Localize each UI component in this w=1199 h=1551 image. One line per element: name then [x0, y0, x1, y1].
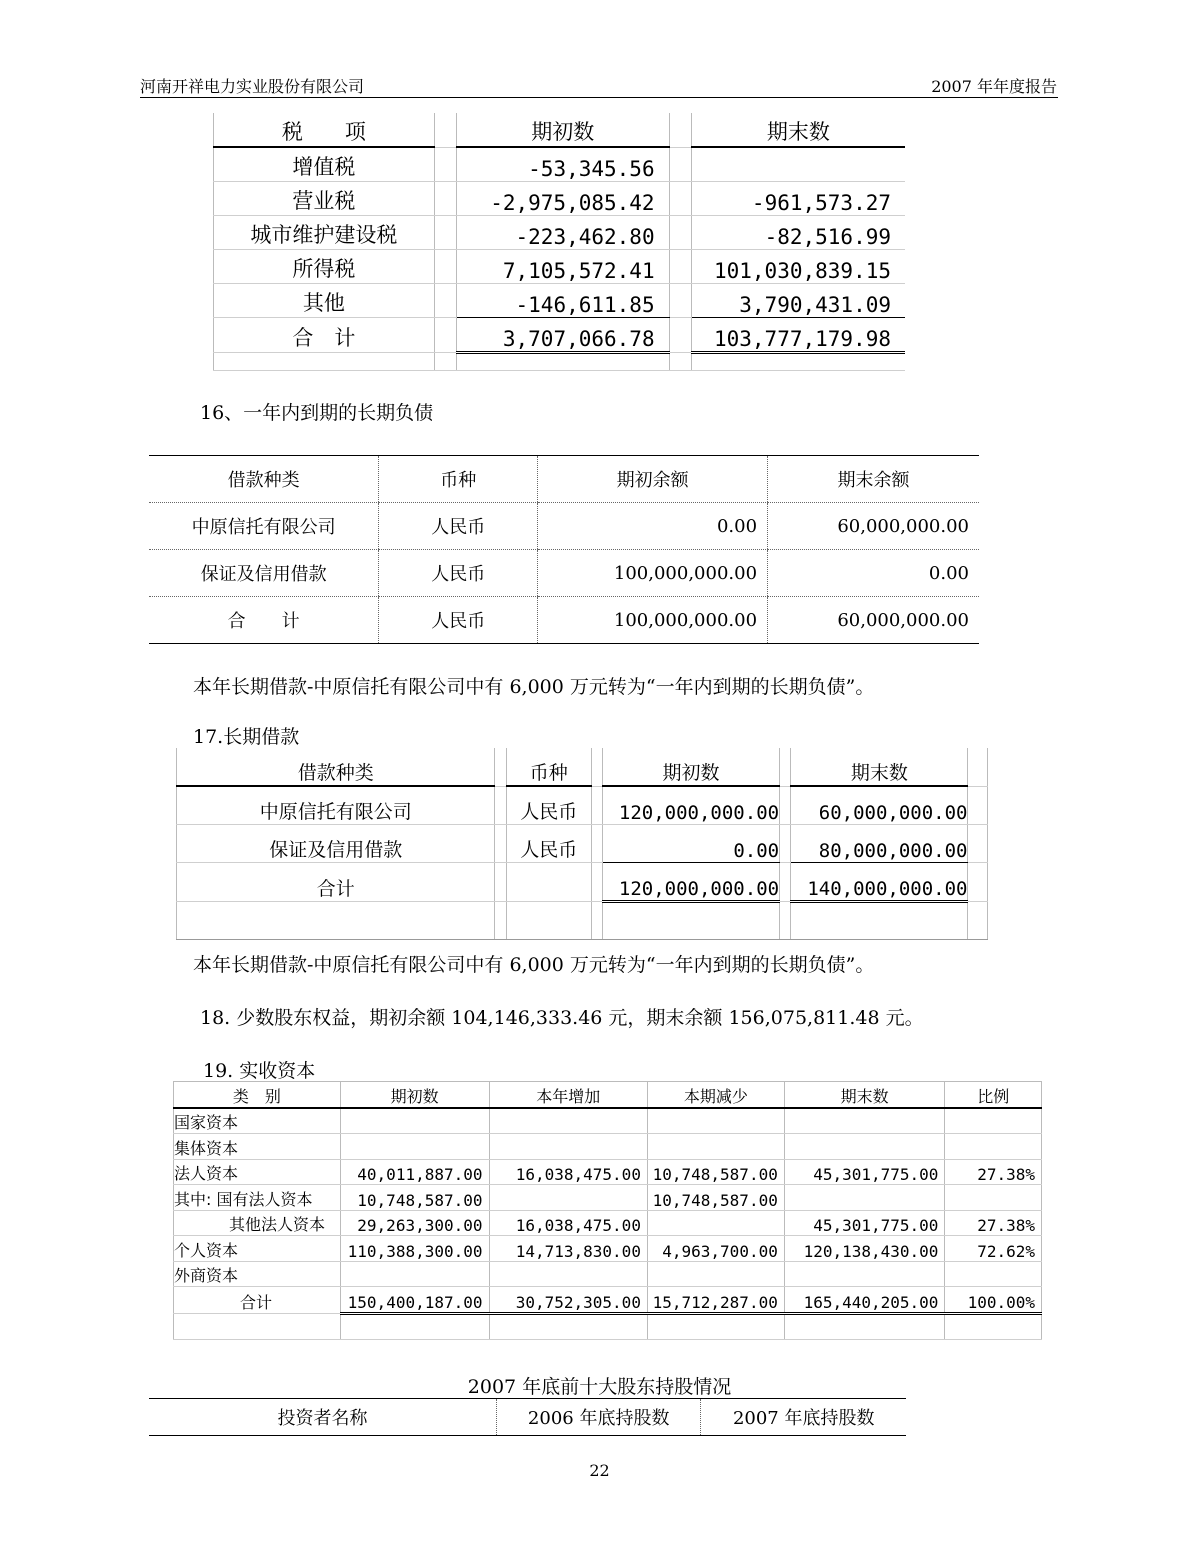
table-total-row [174, 1287, 1042, 1314]
table-header-row [174, 1082, 1042, 1108]
cell: 15,712,287.00 [647, 1287, 784, 1314]
section-19-title: 19. 实收资本 [203, 1060, 316, 1082]
table-row [174, 1134, 1042, 1160]
cell [489, 1185, 647, 1211]
table-row [174, 1108, 1042, 1134]
company-name: 河南开祥电力实业股份有限公司 [140, 77, 365, 96]
table-row [214, 147, 906, 182]
cell [647, 1108, 784, 1134]
header-cell: 比例 [945, 1082, 1042, 1108]
cell: 100,000,000.00 [538, 597, 768, 644]
cell: 其他 [214, 284, 435, 318]
cell: 合计 [177, 863, 495, 902]
cell: 4,963,700.00 [647, 1236, 784, 1262]
table-total-row [177, 863, 988, 902]
table-row [177, 786, 988, 825]
cell [784, 1108, 945, 1134]
top-ten-shareholders-table [149, 1398, 906, 1436]
cell: 100,000,000.00 [538, 550, 768, 597]
cell: 其他法人资本 [174, 1210, 341, 1236]
header-cell: 期初余额 [538, 456, 768, 503]
table-row [214, 182, 906, 216]
cell: 10,748,587.00 [340, 1185, 489, 1211]
cell: 0.00 [602, 825, 779, 863]
cell: 16,038,475.00 [489, 1210, 647, 1236]
cell: 110,388,300.00 [340, 1236, 489, 1262]
cell [489, 1261, 647, 1287]
paid-in-capital-table [173, 1081, 1042, 1340]
cell: -2,975,085.42 [456, 182, 669, 216]
cell: 150,400,187.00 [340, 1287, 489, 1314]
current-long-term-debt-table [149, 455, 979, 644]
cell: 保证及信用借款 [149, 550, 379, 597]
cell [340, 1261, 489, 1287]
cell: -146,611.85 [456, 284, 669, 318]
cell: 60,000,000.00 [768, 597, 979, 644]
cell [647, 1261, 784, 1287]
cell [945, 1261, 1042, 1287]
header-cell: 2007 年底持股数 [701, 1399, 906, 1436]
table-row [214, 216, 906, 250]
table-row [177, 825, 988, 863]
table-row [214, 250, 906, 284]
top-ten-title: 2007 年底前十大股东持股情况 [467, 1376, 732, 1398]
table-row [214, 284, 906, 318]
cell: 30,752,305.00 [489, 1287, 647, 1314]
header-cell: 税 项 [214, 113, 435, 147]
cell [784, 1261, 945, 1287]
header-rule [140, 97, 1058, 98]
cell [489, 1134, 647, 1160]
table-row [174, 1185, 1042, 1211]
cell: 集体资本 [174, 1134, 341, 1160]
cell: 14,713,830.00 [489, 1236, 647, 1262]
header-cell: 币种 [506, 748, 591, 786]
cell: 个人资本 [174, 1236, 341, 1262]
cell: 80,000,000.00 [791, 825, 968, 863]
cell: 人民币 [506, 825, 591, 863]
table-total-row [214, 318, 906, 353]
table-total-row [149, 597, 979, 644]
cell [647, 1210, 784, 1236]
tax-table [213, 113, 905, 371]
table-header-row [149, 456, 979, 503]
header-cell: 币种 [379, 456, 538, 503]
cell: 增值税 [214, 147, 435, 182]
cell: 保证及信用借款 [177, 825, 495, 863]
cell: 国家资本 [174, 1108, 341, 1134]
header-cell: 借款种类 [149, 456, 379, 503]
cell: 120,138,430.00 [784, 1236, 945, 1262]
cell: 165,440,205.00 [784, 1287, 945, 1314]
cell: 120,000,000.00 [602, 863, 779, 902]
cell [945, 1134, 1042, 1160]
cell: 0.00 [538, 503, 768, 550]
header-cell: 类 别 [174, 1082, 341, 1108]
cell: 3,707,066.78 [456, 318, 669, 353]
header-cell: 期初数 [456, 113, 669, 147]
cell: 人民币 [379, 503, 538, 550]
table-header-row [149, 1399, 906, 1436]
section-16-note: 本年长期借款-中原信托有限公司中有 6,000 万元转为“一年内到期的长期负债”。 [193, 676, 875, 698]
header-cell: 本年增加 [489, 1082, 647, 1108]
header-cell: 期末余额 [768, 456, 979, 503]
cell: 120,000,000.00 [602, 786, 779, 825]
cell: 10,748,587.00 [647, 1159, 784, 1185]
header-cell: 期末数 [791, 748, 968, 786]
cell: 60,000,000.00 [791, 786, 968, 825]
long-term-loans-table [176, 748, 988, 940]
section-18-text: 18. 少数股东权益，期初余额 104,146,333.46 元，期末余额 156,075,811.48 元。 [200, 1007, 924, 1029]
cell [945, 1185, 1042, 1211]
section-17-title: 17.长期借款 [193, 726, 300, 748]
table-row [149, 503, 979, 550]
cell: 外商资本 [174, 1261, 341, 1287]
cell: 16,038,475.00 [489, 1159, 647, 1185]
cell: 45,301,775.00 [784, 1159, 945, 1185]
header-cell: 2006 年底持股数 [496, 1399, 701, 1436]
cell: 100.00% [945, 1287, 1042, 1314]
cell: 27.38% [945, 1159, 1042, 1185]
section-17-note: 本年长期借款-中原信托有限公司中有 6,000 万元转为“一年内到期的长期负债”。 [193, 954, 875, 976]
cell: -961,573.27 [691, 182, 905, 216]
table-header-row [214, 113, 906, 147]
section-16-title: 16、一年内到期的长期负债 [200, 402, 434, 424]
cell: 人民币 [506, 786, 591, 825]
cell [784, 1185, 945, 1211]
cell: 合计 [174, 1287, 341, 1314]
cell: 27.38% [945, 1210, 1042, 1236]
cell: 40,011,887.00 [340, 1159, 489, 1185]
cell: 10,748,587.00 [647, 1185, 784, 1211]
header-cell: 期末数 [691, 113, 905, 147]
cell: 3,790,431.09 [691, 284, 905, 318]
cell [647, 1134, 784, 1160]
cell [506, 863, 591, 902]
cell [691, 147, 905, 182]
cell [945, 1108, 1042, 1134]
table-header-row [177, 748, 988, 786]
table-row [174, 1261, 1042, 1287]
cell: 营业税 [214, 182, 435, 216]
cell [784, 1134, 945, 1160]
cell: 0.00 [768, 550, 979, 597]
cell: 140,000,000.00 [791, 863, 968, 902]
cell: 29,263,300.00 [340, 1210, 489, 1236]
cell: 7,105,572.41 [456, 250, 669, 284]
cell: 合 计 [149, 597, 379, 644]
cell: 其中: 国有法人资本 [174, 1185, 341, 1211]
cell: 中原信托有限公司 [149, 503, 379, 550]
table-row [174, 1210, 1042, 1236]
header-cell: 期末数 [784, 1082, 945, 1108]
cell: 101,030,839.15 [691, 250, 905, 284]
cell: -53,345.56 [456, 147, 669, 182]
header-cell: 借款种类 [177, 748, 495, 786]
cell: 60,000,000.00 [768, 503, 979, 550]
cell: -223,462.80 [456, 216, 669, 250]
cell [340, 1134, 489, 1160]
table-row [149, 550, 979, 597]
cell: -82,516.99 [691, 216, 905, 250]
table-row [174, 1236, 1042, 1262]
header-cell: 投资者名称 [149, 1399, 496, 1436]
header-cell: 期初数 [602, 748, 779, 786]
cell: 城市维护建设税 [214, 216, 435, 250]
cell: 103,777,179.98 [691, 318, 905, 353]
cell: 45,301,775.00 [784, 1210, 945, 1236]
cell: 中原信托有限公司 [177, 786, 495, 825]
cell: 人民币 [379, 597, 538, 644]
cell [340, 1108, 489, 1134]
cell [489, 1108, 647, 1134]
cell: 人民币 [379, 550, 538, 597]
header-cell: 期初数 [340, 1082, 489, 1108]
header-cell: 本期减少 [647, 1082, 784, 1108]
cell: 合 计 [214, 318, 435, 353]
table-row [174, 1159, 1042, 1185]
page-number: 22 [589, 1461, 610, 1480]
cell: 法人资本 [174, 1159, 341, 1185]
report-title: 2007 年年度报告 [931, 77, 1057, 96]
cell: 所得税 [214, 250, 435, 284]
cell: 72.62% [945, 1236, 1042, 1262]
